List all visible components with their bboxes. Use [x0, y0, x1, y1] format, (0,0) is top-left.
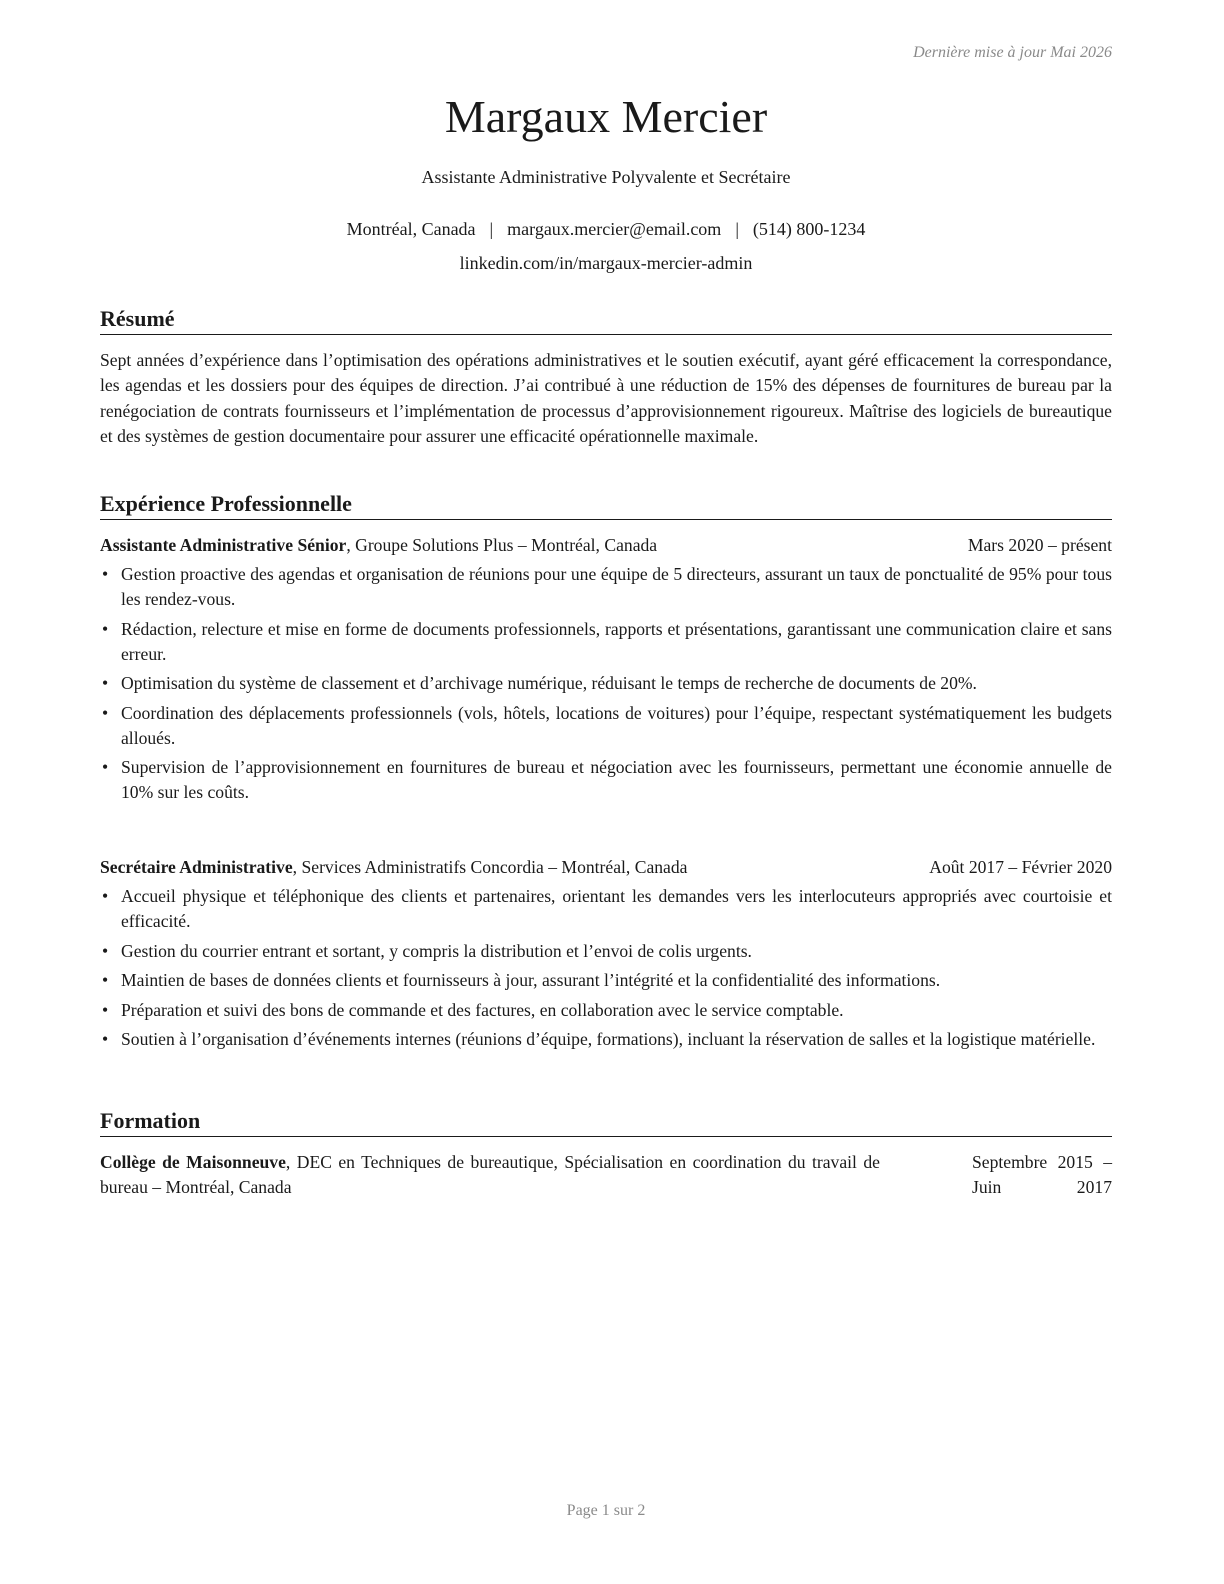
section-title-education: Formation [100, 1107, 1112, 1137]
job-role: Secrétaire Administrative [100, 857, 293, 877]
education-dates: Septembre 2015 – Juin 2017 [972, 1152, 1112, 1197]
list-item: • Supervision de l’approvisionnement en fournitures de bureau et négociation avec les fournisseurs, permettant une économie annuelle de 10% sur les coûts. [100, 755, 1112, 805]
candidate-name: Margaux Mercier [444, 91, 768, 142]
job-title-line [100, 533, 657, 558]
last-updated: Dernière mise à jour Mai 2026 [913, 44, 1112, 61]
job-role: Assistante Administrative Sénior [100, 535, 347, 555]
job-company: , Services Administratifs Concordia – Montréal, Canada [292, 857, 688, 877]
list-item: • Optimisation du système de classement et d’archivage numérique, réduisant le temps de recherche de documents de 20%. [100, 671, 1112, 696]
education-school: Collège de Maisonneuve [100, 1152, 286, 1172]
section-title-summary: Résumé [100, 305, 1112, 335]
education-details [100, 1150, 880, 1200]
contact-linkedin[interactable]: linkedin.com/in/margaux-mercier-admin [459, 253, 753, 273]
summary-text: Sept années d’expérience dans l’optimisation des opérations administratives et le soutien exécutif, ayant géré efficacement la correspondance, les agendas et les dossiers pour des équipes de direction. J’ai contribué à une réduction de 15% des dépenses de fournitures de bureau par la renégociation de contrats fournisseurs et l’implémentation de processus d’approvisionnement rigoureux. Maîtrise des logiciels de bureautique et des systèmes de gestion documentaire pour assurer une efficacité opérationnelle maximale. [100, 350, 1112, 446]
contact-email[interactable]: margaux.mercier@email.com [507, 219, 722, 239]
job-bullets [100, 562, 1112, 810]
contact-phone: (514) 800-1234 [752, 219, 866, 239]
list-item: • Accueil physique et téléphonique des clients et partenaires, orientant les demandes vers les interlocuteurs appropriés avec courtoisie et efficacité. [100, 884, 1112, 934]
list-item: • Gestion proactive des agendas et organisation de réunions pour une équipe de 5 directeurs, assurant un taux de ponctualité de 95% pour tous les rendez-vous. [100, 562, 1112, 612]
job-title-line [100, 855, 687, 880]
section-title-experience: Expérience Professionnelle [100, 490, 1112, 520]
job-dates: Août 2017 – Février 2020 [929, 857, 1112, 877]
contact-line [100, 219, 1112, 240]
resume-page [100, 0, 1112, 1584]
job-header [100, 855, 1112, 880]
contact-separator: | [489, 219, 494, 239]
education-program: , DEC en Techniques de bureautique, Spécialisation en coordination du travail de bureau – Montréal, Canada [100, 1152, 880, 1197]
list-item: • Soutien à l’organisation d’événements internes (réunions d’équipe, formations), incluant la réservation de salles et la logistique matérielle. [100, 1027, 1112, 1052]
page-number: Page 1 sur 2 [566, 1502, 646, 1519]
contact-location: Montréal, Canada [346, 219, 476, 239]
job-header [100, 533, 1112, 558]
education-entry [100, 1150, 1112, 1200]
job-dates: Mars 2020 – présent [967, 535, 1112, 555]
contact-separator: | [735, 219, 739, 239]
list-item: • Coordination des déplacements professionnels (vols, hôtels, locations de voitures) pour l’équipe, respectant systématiquement les budgets alloués. [100, 701, 1112, 751]
job-company: , Groupe Solutions Plus – Montréal, Canada [346, 535, 658, 555]
list-item: • Préparation et suivi des bons de commande et des factures, en collaboration avec le service comptable. [100, 998, 1112, 1023]
list-item: • Rédaction, relecture et mise en forme de documents professionnels, rapports et présentations, garantissant une communication claire et sans erreur. [100, 617, 1112, 667]
candidate-subtitle: Assistante Administrative Polyvalente et Secrétaire [421, 167, 791, 187]
list-item: • Gestion du courrier entrant et sortant, y compris la distribution et l’envoi de colis urgents. [100, 939, 1112, 964]
job-bullets [100, 884, 1112, 1057]
list-item: • Maintien de bases de données clients et fournisseurs à jour, assurant l’intégrité et la confidentialité des informations. [100, 968, 1112, 993]
